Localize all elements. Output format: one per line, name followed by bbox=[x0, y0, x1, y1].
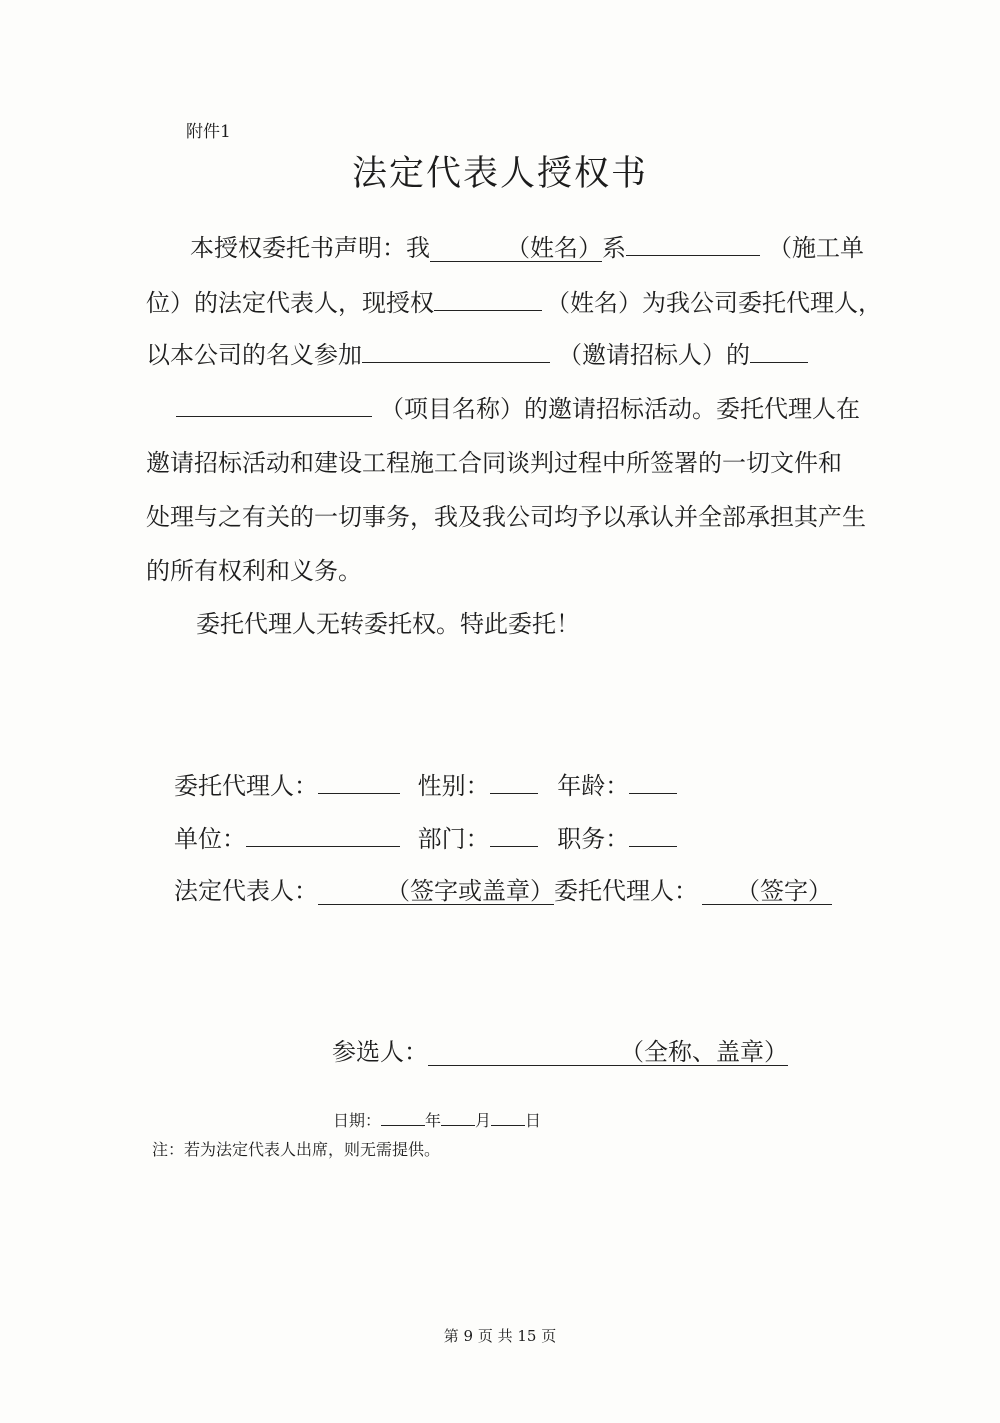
para1-text: （邀请招标人）的 bbox=[558, 341, 750, 369]
agent-label: 委托代理人： bbox=[174, 772, 318, 800]
para1-text: （姓名）为我公司委托代理人， bbox=[546, 289, 882, 317]
bidder-row bbox=[332, 1037, 788, 1067]
document-title: 法定代表人授权书 bbox=[351, 154, 648, 194]
date-label: 日期： bbox=[333, 1111, 382, 1130]
para1-line7: 的所有权利和义务。 bbox=[146, 557, 362, 585]
unit-row bbox=[174, 824, 677, 854]
para1-line6: 处理与之有关的一切事务，我及我公司均予以承认并全部承担其产生 bbox=[146, 503, 866, 531]
unit-field[interactable] bbox=[246, 824, 400, 847]
para1-text: （项目名称）的邀请招标活动。委托代理人在 bbox=[380, 395, 860, 423]
unit-label: 单位： bbox=[174, 825, 246, 853]
para1-text: （施工单 bbox=[768, 234, 864, 262]
month-field[interactable] bbox=[441, 1111, 475, 1126]
position-field[interactable] bbox=[629, 824, 677, 847]
dept-field[interactable] bbox=[490, 824, 538, 847]
gender-field[interactable] bbox=[490, 771, 538, 794]
project-blank bbox=[176, 394, 372, 417]
dept-label: 部门： bbox=[417, 825, 490, 853]
agent2-field[interactable] bbox=[702, 878, 832, 905]
bidder-hint: （全称、盖章） bbox=[620, 1038, 788, 1066]
day-field[interactable] bbox=[491, 1111, 525, 1126]
company-blank bbox=[626, 233, 760, 256]
age-field[interactable] bbox=[629, 771, 677, 794]
attachment-label: 附件1 bbox=[186, 122, 231, 142]
bidder-field[interactable] bbox=[428, 1039, 788, 1066]
signature-row bbox=[174, 876, 832, 906]
name-blank bbox=[430, 235, 602, 262]
para1-line4 bbox=[176, 394, 860, 424]
name-hint: （姓名） bbox=[506, 234, 602, 262]
para1-line1 bbox=[190, 233, 864, 263]
project-blank-start bbox=[750, 340, 808, 363]
agent2-label: 委托代理人： bbox=[554, 877, 698, 905]
legal-rep-field[interactable] bbox=[318, 878, 554, 905]
legal-rep-label: 法定代表人： bbox=[174, 877, 318, 905]
note: 注：若为法定代表人出席，则无需提供。 bbox=[152, 1140, 441, 1159]
age-label: 年龄： bbox=[557, 772, 630, 800]
agent-name-blank bbox=[434, 288, 542, 311]
para1-text: 以本公司的名义参加 bbox=[146, 341, 362, 369]
page-footer: 第 9 页 共 15 页 bbox=[443, 1327, 557, 1345]
bidder-label: 参选人： bbox=[332, 1038, 428, 1066]
month-label: 月 bbox=[475, 1111, 492, 1130]
date-row bbox=[333, 1108, 541, 1131]
inviter-blank bbox=[362, 340, 550, 363]
para1-text: 本授权委托书声明：我 bbox=[190, 234, 430, 262]
agent2-hint: （签字） bbox=[736, 877, 832, 905]
position-label: 职务： bbox=[557, 825, 630, 853]
para1-text: 位）的法定代表人，现授权 bbox=[146, 289, 434, 317]
year-field[interactable] bbox=[381, 1111, 425, 1126]
para1-line2 bbox=[146, 288, 882, 318]
para1-line5: 邀请招标活动和建设工程施工合同谈判过程中所签署的一切文件和 bbox=[146, 449, 842, 477]
para2: 委托代理人无转委托权。特此委托！ bbox=[196, 610, 580, 638]
para1-text: 系 bbox=[602, 234, 626, 262]
para1-line3 bbox=[146, 340, 808, 370]
year-label: 年 bbox=[425, 1111, 442, 1130]
day-label: 日 bbox=[525, 1111, 542, 1130]
gender-label: 性别： bbox=[417, 772, 490, 800]
agent-field[interactable] bbox=[318, 771, 400, 794]
legal-rep-hint: （签字或盖章） bbox=[386, 877, 554, 905]
agent-row bbox=[174, 771, 677, 801]
